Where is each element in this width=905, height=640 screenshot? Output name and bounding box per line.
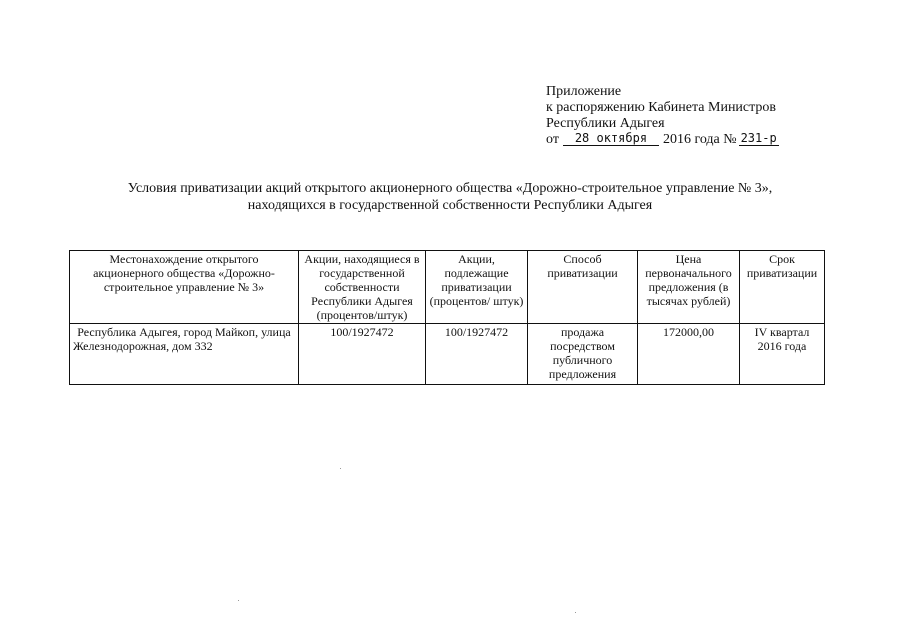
cell-method: продажа посредством публичного предложения: [528, 324, 638, 385]
cell-term: IV квартал 2016 года: [740, 324, 825, 385]
number-field: 231-р: [740, 131, 777, 145]
document-title: [40, 180, 860, 214]
header-shares-state: Акции, находящиеся в государственной собственности Республики Адыгея (процентов/штук): [299, 251, 426, 324]
header-shares-privatized: Акции, подлежащие приватизации (процентов/ штук): [426, 251, 528, 324]
date-field: 28 октября: [563, 131, 659, 146]
header-location: Местонахождение открытого акционерного общества «Дорожно-строительное управление № 3»: [70, 251, 299, 324]
scan-speck: [340, 468, 341, 469]
appendix-date-line: [546, 132, 846, 148]
table-row: [70, 324, 825, 385]
header-term: Срок приватизации: [740, 251, 825, 324]
appendix-reference: к распоряжению Кабинета Министров: [546, 100, 777, 115]
cell-shares-privatized: 100/1927472: [426, 324, 528, 385]
cell-price: 172000,00: [638, 324, 740, 385]
appendix-republic: Республики Адыгея: [546, 116, 665, 131]
cell-shares-state: 100/1927472: [299, 324, 426, 385]
appendix-block: [546, 84, 846, 148]
date-prefix: от: [546, 132, 559, 147]
header-method: Способ приватизации: [528, 251, 638, 324]
cell-location: Республика Адыгея, город Майкоп, улица Железнодорожная, дом 332: [70, 324, 299, 385]
table-header-row: [70, 251, 825, 324]
scan-speck: [238, 600, 239, 601]
header-price: Цена первоначального предложения (в тысячах рублей): [638, 251, 740, 324]
year-text: 2016 года №: [662, 132, 737, 147]
scan-speck: [575, 612, 576, 613]
appendix-title: Приложение: [546, 84, 622, 99]
title-line-2: находящихся в государственной собственности Республики Адыгея: [247, 198, 653, 213]
title-line-1: Условия приватизации акций открытого акционерного общества «Дорожно-строительное управление № 3»,: [127, 181, 773, 196]
privatization-table: [69, 250, 825, 385]
